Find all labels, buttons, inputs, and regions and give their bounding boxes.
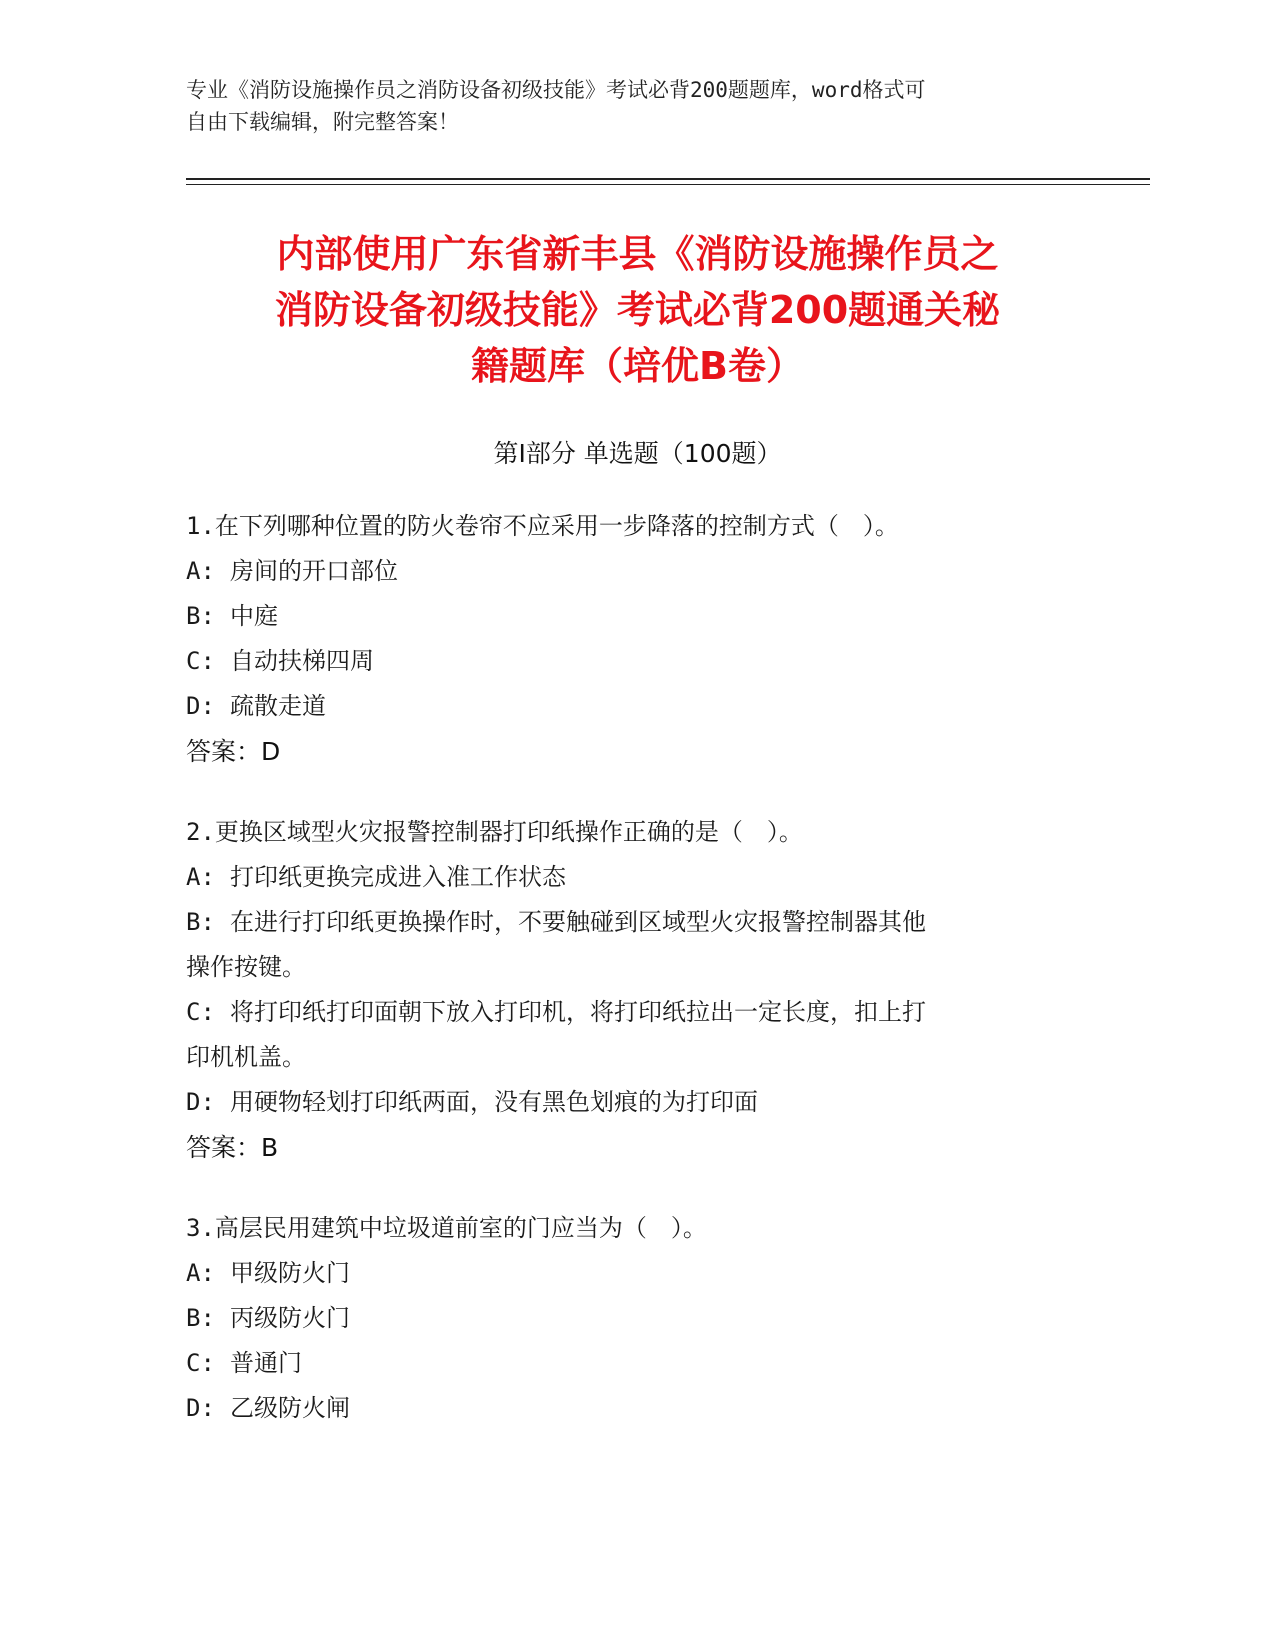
question-2 <box>186 810 1086 1170</box>
answer-text: 答案：B <box>186 1133 279 1162</box>
option-text: 普通门 <box>230 1349 302 1377</box>
option-label: B: <box>186 1304 215 1332</box>
option-d <box>186 1386 1086 1431</box>
header-note-line-2: 自由下载编辑，附完整答案！ <box>186 110 459 134</box>
option-text: 中庭 <box>230 602 278 630</box>
option-label: D: <box>186 1394 215 1422</box>
title-line-1: 内部使用广东省新丰县《消防设施操作员之 <box>276 232 999 276</box>
option-b-continued: 操作按键。 <box>186 953 306 981</box>
option-label: C: <box>186 1349 215 1377</box>
header-note <box>186 74 1086 138</box>
option-label: A: <box>186 863 215 891</box>
option-text: 用硬物轻划打印纸两面，没有黑色划痕的为打印面 <box>230 1088 758 1116</box>
option-text: 丙级防火门 <box>230 1304 350 1332</box>
header-rule-thin <box>186 184 1150 185</box>
option-label: A: <box>186 1259 215 1287</box>
section-title: 第Ⅰ部分 单选题（100题） <box>493 439 782 468</box>
option-c <box>186 639 1086 684</box>
option-c <box>186 1341 1086 1386</box>
option-b <box>186 594 1086 639</box>
option-d <box>186 684 1086 729</box>
option-a <box>186 549 1086 594</box>
option-c <box>186 990 1086 1035</box>
option-label: B: <box>186 602 215 630</box>
option-b <box>186 1296 1086 1341</box>
option-label: C: <box>186 647 215 675</box>
option-text: 打印纸更换完成进入准工作状态 <box>230 863 566 891</box>
option-d <box>186 1080 1086 1125</box>
option-text: 房间的开口部位 <box>230 557 398 585</box>
option-text: 甲级防火门 <box>230 1259 350 1287</box>
answer-text: 答案：D <box>186 737 281 766</box>
option-text: 在进行打印纸更换操作时，不要触碰到区域型火灾报警控制器其他 <box>230 908 926 936</box>
option-label: D: <box>186 1088 215 1116</box>
option-c-continued: 印机机盖。 <box>186 1043 306 1071</box>
question-3 <box>186 1206 1086 1431</box>
option-label: C: <box>186 998 215 1026</box>
option-b <box>186 900 1086 945</box>
document-title <box>150 226 1125 394</box>
option-text: 自动扶梯四周 <box>230 647 374 675</box>
header-rule-thick <box>186 178 1150 180</box>
option-label: A: <box>186 557 215 585</box>
question-stem: 1.在下列哪种位置的防火卷帘不应采用一步降落的控制方式（ ）。 <box>186 512 899 540</box>
header-note-line-1: 专业《消防设施操作员之消防设备初级技能》考试必背200题题库，word格式可 <box>186 78 926 102</box>
option-label: B: <box>186 908 215 936</box>
option-text: 疏散走道 <box>230 692 326 720</box>
option-a <box>186 1251 1086 1296</box>
question-stem: 2.更换区域型火灾报警控制器打印纸操作正确的是（ ）。 <box>186 818 803 846</box>
option-label: D: <box>186 692 215 720</box>
title-line-3: 籍题库（培优B卷） <box>471 344 804 388</box>
question-stem: 3.高层民用建筑中垃圾道前室的门应当为（ ）。 <box>186 1214 707 1242</box>
option-text: 乙级防火闸 <box>230 1394 350 1422</box>
option-text: 将打印纸打印面朝下放入打印机，将打印纸拉出一定长度，扣上打 <box>230 998 926 1026</box>
option-a <box>186 855 1086 900</box>
title-line-2: 消防设备初级技能》考试必背200题通关秘 <box>274 288 1001 332</box>
question-1 <box>186 504 1086 774</box>
